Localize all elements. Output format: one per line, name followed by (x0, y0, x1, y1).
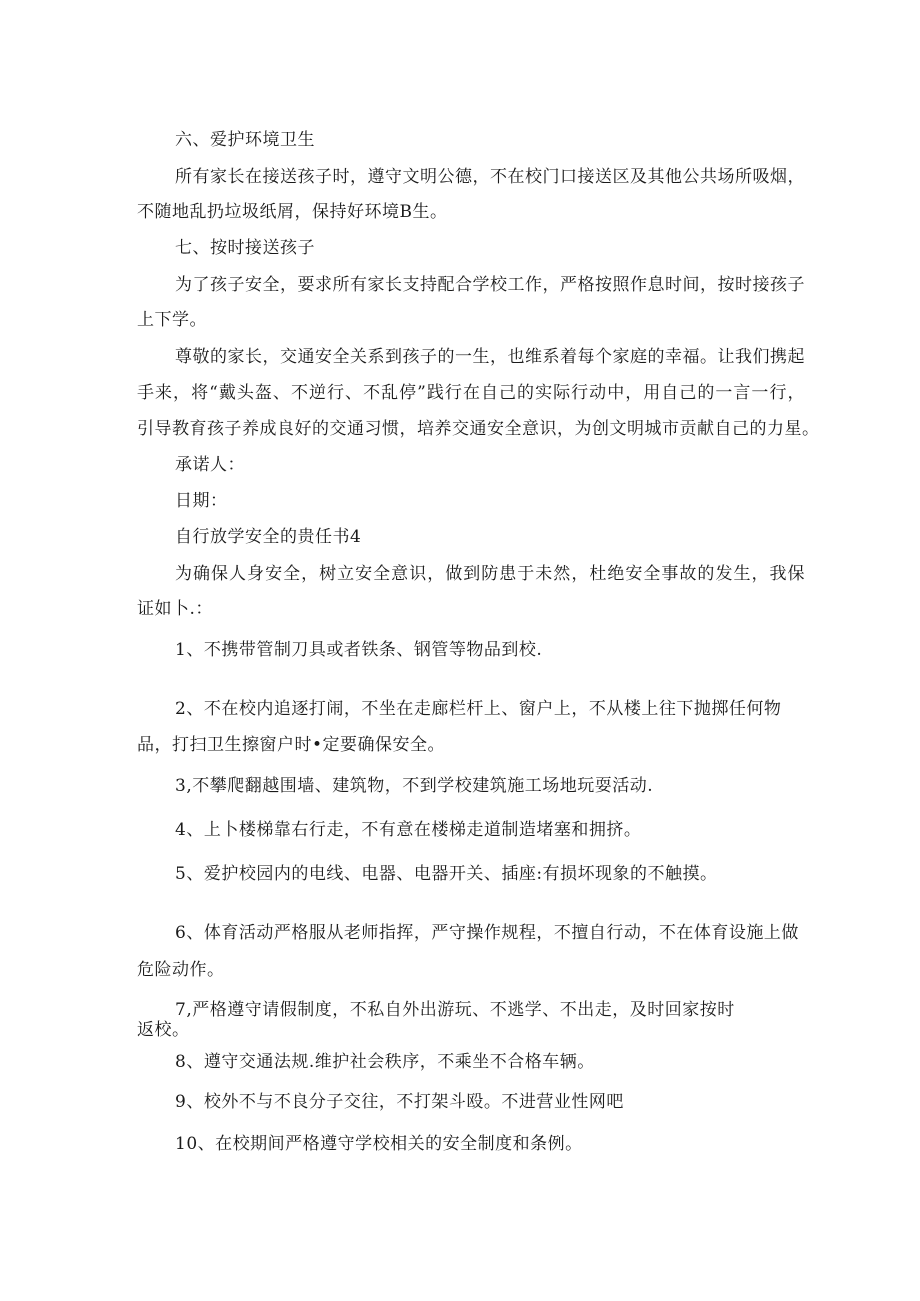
item-3: 3,不攀爬翻越围墙、建筑物，不到学校建筑施工场地玩耍活动. (175, 776, 654, 796)
item-8: 8、遵守交通法规.维护社会秩序，不乘坐不合格车辆。 (175, 1052, 595, 1072)
letter4-title: 自行放学安全的贵任书4 (175, 527, 362, 547)
closing-paragraph-line2: 手来，将“戴头盔、不逆行、不乱停”践行在自己的实际行动中，用自己的一言一行， (137, 383, 805, 403)
item-2-line2: 品，打扫卫生擦窗户时•定要确保安全。 (137, 735, 446, 755)
item-6-line1: 6、体育活动严格服从老师指挥，严守操作规程，不擅自行动，不在体育设施上做 (175, 923, 799, 943)
section7-body-line2: 上下学。 (137, 310, 207, 330)
item-1: 1、不携带管制刀具或者铁条、钢管等物品到校. (175, 640, 543, 660)
signatory-label: 承诺人： (175, 455, 245, 475)
item-9: 9、校外不与不良分子交往，不打架斗殴。不进营业性网吧 (175, 1092, 624, 1112)
item-7-line1: 7,严格遵守请假制度，不私自外出游玩、不逃学、不出走，及时回家按时 (175, 1000, 735, 1020)
section6-body-line2: 不随地乱扔垃圾纸屑，保持好环境B生。 (137, 202, 448, 222)
item-4: 4、上卜楼梯靠右行走，不有意在楼梯走道制造堵塞和拥挤。 (175, 820, 642, 840)
letter4-intro-line1: 为确保人身安全，树立安全意识，做到防患于未然，杜绝安全事故的发生，我保 (175, 564, 805, 584)
item-10: 10、在校期间严格遵守学校相关的安全制度和条例。 (175, 1134, 583, 1154)
item-7-line2: 返校。 (137, 1020, 190, 1040)
closing-paragraph-line1: 尊敬的家长，交通安全关系到孩子的一生，也维系着每个家庭的幸福。让我们携起 (175, 347, 805, 367)
item-6-line2: 危险动作。 (137, 960, 225, 980)
section6-body-line1: 所有家长在接送孩子时，遵守文明公德，不在校门口接送区及其他公共场所吸烟， (175, 167, 805, 187)
section7-body-line1: 为了孩子安全，要求所有家长支持配合学校工作，严格按照作息时间，按时接孩子 (175, 275, 805, 295)
item-2-line1: 2、不在校内追逐打闹，不坐在走廊栏杆上、窗户上，不从楼上往下抛掷任何物 (175, 699, 782, 719)
letter4-intro-line2: 证如卜.： (137, 599, 213, 619)
item-5: 5、爱护校园内的电线、电器、电器开关、插座:有损坏现象的不触摸。 (175, 864, 718, 884)
section7-heading: 七、按时接送孩子 (175, 238, 315, 258)
closing-paragraph-line3: 引导教育孩子养成良好的交通习惯，培养交通安全意识，为创文明城市贡献自己的力星。 (137, 419, 820, 439)
date-label: 日期： (175, 491, 228, 511)
section6-heading: 六、爱护环境卫生 (175, 130, 315, 150)
